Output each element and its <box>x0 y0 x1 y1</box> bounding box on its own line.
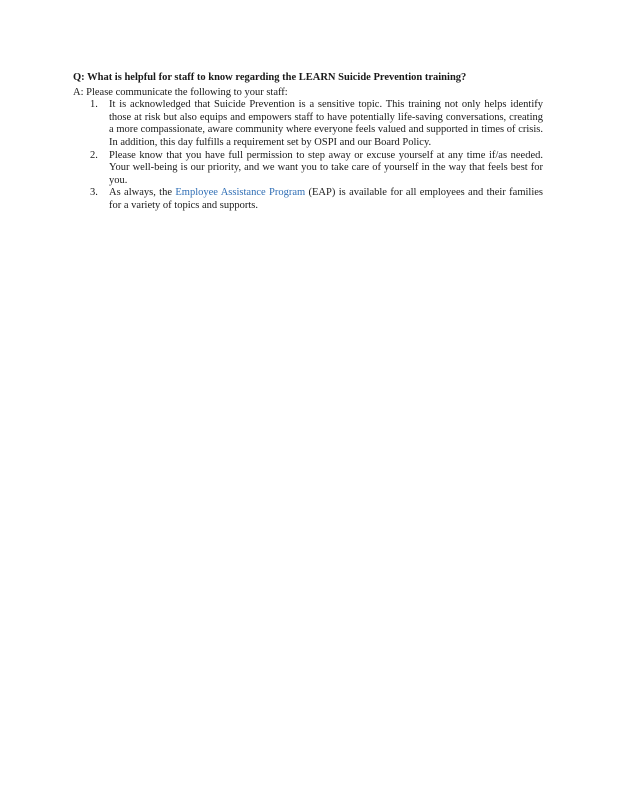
eap-link[interactable]: Employee Assistance Program <box>175 187 306 199</box>
list-item <box>73 150 543 188</box>
list-item <box>73 187 543 212</box>
faq-answer-list <box>73 99 543 212</box>
faq-question: Q: What is helpful for staff to know regarding the LEARN Suicide Prevention training? <box>73 72 467 83</box>
list-item-text-suffix: (EAP) is available for all employees and their families for a variety of topics and supports. <box>109 187 544 211</box>
list-item-number: 2. <box>90 149 98 161</box>
list-item <box>73 99 543 149</box>
faq-answer-intro: A: Please communicate the following to your staff: <box>73 86 288 98</box>
list-item-text: It is acknowledged that Suicide Prevention is a sensitive topic. This training not only helps identify those at risk but also equips and empowers staff to have potentially life-saving conversations, creating a more compassionate, aware community where everyone feels valued and supported in times of crisis. In addition, this day fulfills a requirement set by OSPI and our Board Policy. <box>109 99 543 148</box>
list-item-number: 3. <box>90 187 98 199</box>
list-item-text-prefix: As always, the <box>109 187 176 199</box>
list-item-number: 1. <box>90 99 98 111</box>
faq-entry <box>73 72 543 213</box>
list-item-text: Please know that you have full permission to step away or excuse yourself at any time if/as needed. Your well-being is our priority, and we want you to take care of yourself in the way that feels best for you. <box>109 149 543 186</box>
